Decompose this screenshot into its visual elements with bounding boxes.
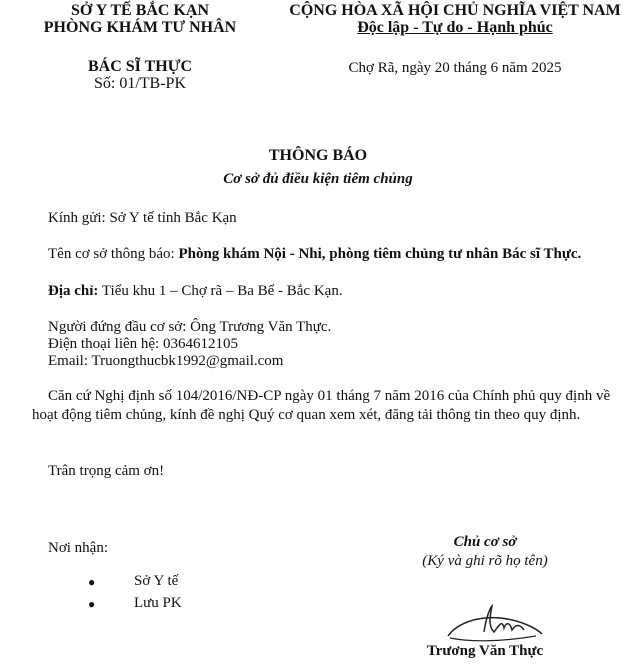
recipients-label: Nơi nhận: <box>48 540 109 556</box>
recipient-line: Kính gửi: Sở Y tế tỉnh Bắc Kạn <box>48 210 237 226</box>
facility-label: Tên cơ sở thông báo: <box>48 246 179 262</box>
org-line-2: PHÒNG KHÁM TƯ NHÂN <box>43 19 237 36</box>
place-date: Chợ Rã, ngày 20 tháng 6 năm 2025 <box>348 60 562 76</box>
thanks-line: Trân trọng cảm ơn! <box>48 463 165 479</box>
address-value: Tiểu khu 1 – Chợ rã – Ba Bể - Bắc Kạn. <box>98 283 343 299</box>
main-paragraph: Căn cứ Nghị định số 104/2016/NĐ-CP ngày 01 tháng 7 năm 2016 của Chính phủ quy định về hoạt động tiêm chủng, kính đề nghị Quý cơ quan xem xét, đăng tải thông tin theo quy định. <box>32 388 611 423</box>
doc-number: Số: 01/TB-PK <box>93 75 186 92</box>
head-person: Người đứng đầu cơ sở: Ông Trương Văn Thực. <box>48 319 332 335</box>
org-line-1: SỞ Y TẾ BẮC KẠN <box>70 2 210 19</box>
address-label: Địa chỉ: <box>48 283 99 299</box>
recipient-item: Lưu PK <box>134 595 182 611</box>
signer-name: Trương Văn Thực <box>426 643 544 659</box>
motto <box>280 19 630 37</box>
signer-role: Chủ cơ sở <box>453 534 517 550</box>
facility-name: Phòng khám Nội - Nhi, phòng tiêm chủng tư nhân Bác sĩ Thực. <box>178 246 582 262</box>
phone-line: Điện thoại liên hệ: 0364612105 <box>48 336 238 352</box>
doc-title: THÔNG BÁO <box>268 147 368 164</box>
country-name: CỘNG HÒA XÃ HỘI CHỦ NGHĨA VIỆT NAM <box>289 2 621 19</box>
signer-instruction: (Ký và ghi rõ họ tên) <box>422 553 548 569</box>
org-line-3: BÁC SĨ THỰC <box>87 58 193 75</box>
doc-subtitle: Cơ sở đủ điều kiện tiêm chủng <box>223 171 413 187</box>
motto-text: Độc lập - Tự do - Hạnh phúc <box>357 19 553 36</box>
recipient-item: Sở Y tế <box>134 573 179 589</box>
bullet-icon: ● <box>88 597 96 611</box>
email-line: Email: Truongthucbk1992@gmail.com <box>48 353 284 369</box>
facility-line <box>48 246 581 263</box>
bullet-icon: ● <box>88 575 96 589</box>
address-line <box>48 283 343 300</box>
